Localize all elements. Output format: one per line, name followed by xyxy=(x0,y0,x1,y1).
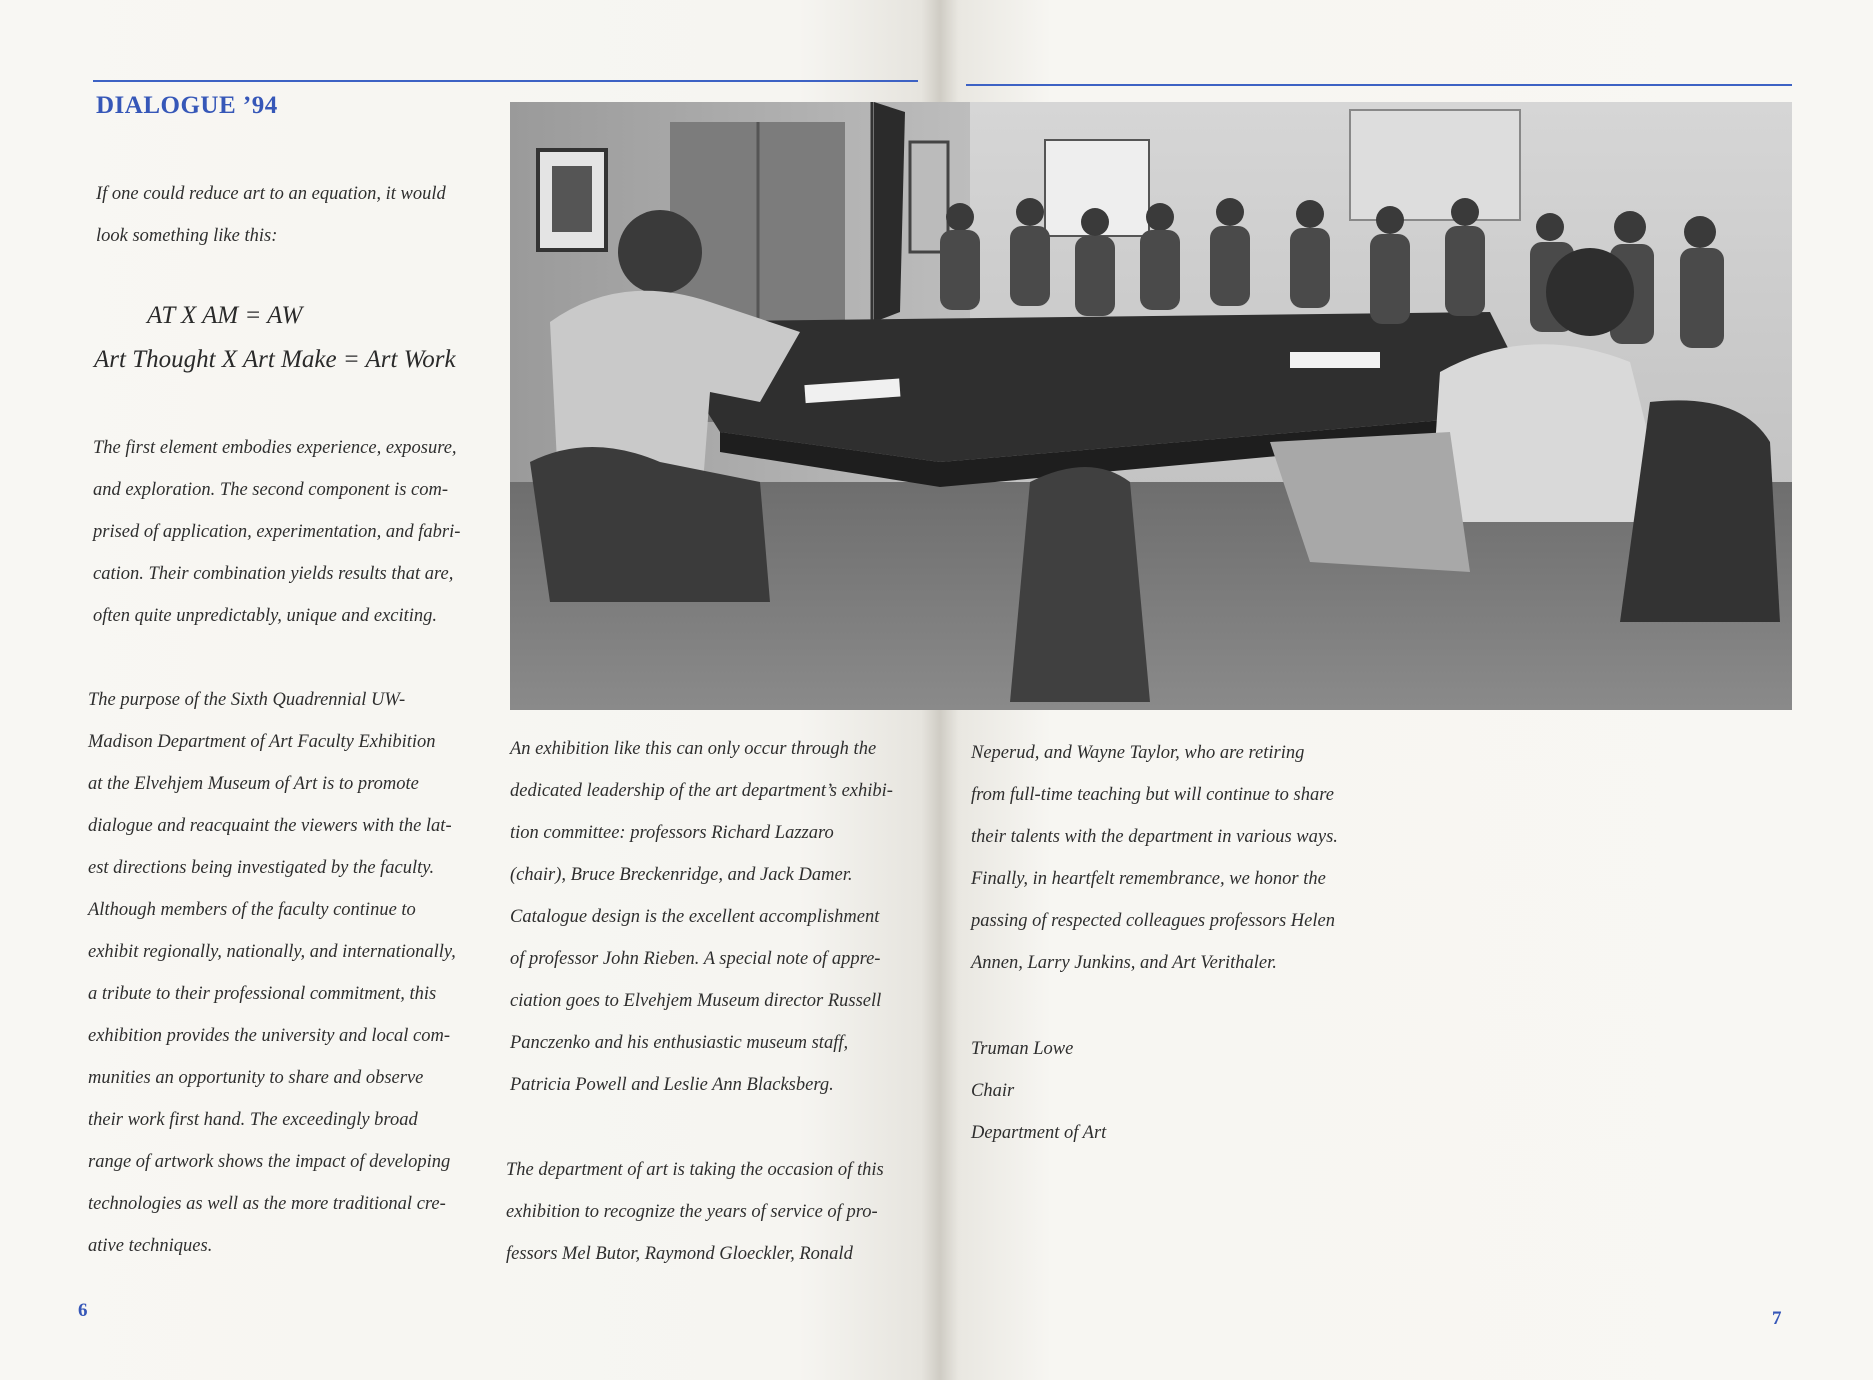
photograph-meeting-icon xyxy=(510,102,1792,710)
text-line: The first element embodies experience, exposure, xyxy=(93,438,457,458)
text-line: Annen, Larry Junkins, and Art Verithaler. xyxy=(971,953,1277,973)
text-line: exhibit regionally, nationally, and internationally, xyxy=(88,942,456,962)
text-line: prised of application, experimentation, and fabri- xyxy=(93,522,461,542)
text-line: a tribute to their professional commitment, this xyxy=(88,984,437,1004)
signature-name: Truman Lowe xyxy=(971,1039,1074,1059)
equation-long: Art Thought X Art Make = Art Work xyxy=(94,346,456,373)
text-line: their talents with the department in various ways. xyxy=(971,827,1338,847)
text-line: range of artwork shows the impact of developing xyxy=(88,1152,451,1172)
page-number-left: 6 xyxy=(78,1300,88,1321)
signature-block xyxy=(971,1028,1106,1154)
page-title: DIALOGUE ’94 xyxy=(96,92,278,119)
text-line: The purpose of the Sixth Quadrennial UW- xyxy=(88,690,406,710)
text-line: exhibition provides the university and local com- xyxy=(88,1026,451,1046)
text-line: and exploration. The second component is com- xyxy=(93,480,449,500)
paragraph-acknowledgements xyxy=(510,728,893,1106)
text-line: their work first hand. The exceedingly broad xyxy=(88,1110,418,1130)
text-line: technologies as well as the more traditional cre- xyxy=(88,1194,446,1214)
text-line: Panczenko and his enthusiastic museum staff, xyxy=(510,1033,849,1053)
text-line: munities an opportunity to share and observe xyxy=(88,1068,424,1088)
paragraph-remembrance xyxy=(971,732,1338,984)
page-number-right: 7 xyxy=(1772,1308,1782,1329)
text-line: Neperud, and Wayne Taylor, who are retiring xyxy=(971,743,1305,763)
paragraph-elements xyxy=(93,427,460,637)
text-line: at the Elvehjem Museum of Art is to promote xyxy=(88,774,419,794)
text-line: Although members of the faculty continue to xyxy=(88,900,416,920)
text-line: (chair), Bruce Breckenridge, and Jack Damer. xyxy=(510,865,853,885)
header-rule-right xyxy=(966,84,1792,86)
text-line: ative techniques. xyxy=(88,1236,213,1256)
text-line: Patricia Powell and Leslie Ann Blacksberg. xyxy=(510,1075,834,1095)
text-line: Madison Department of Art Faculty Exhibition xyxy=(88,732,436,752)
text-line: dedicated leadership of the art department’s exhibi- xyxy=(510,781,893,801)
header-rule-left xyxy=(93,80,918,82)
text-line: exhibition to recognize the years of service of pro- xyxy=(506,1202,878,1222)
text-line: cation. Their combination yields results that are, xyxy=(93,564,454,584)
signature-role: Chair xyxy=(971,1081,1015,1101)
text-line: est directions being investigated by the faculty. xyxy=(88,858,435,878)
equation-short: AT X AM = AW xyxy=(147,302,303,329)
text-line: tion committee: professors Richard Lazzaro xyxy=(510,823,834,843)
text-line: passing of respected colleagues professors Helen xyxy=(971,911,1335,931)
intro-paragraph xyxy=(96,173,446,257)
paragraph-purpose xyxy=(88,679,456,1267)
text-line: Catalogue design is the excellent accomplishment xyxy=(510,907,880,927)
text-line: of professor John Rieben. A special note of appre- xyxy=(510,949,881,969)
text-line: An exhibition like this can only occur through the xyxy=(510,739,877,759)
signature-department: Department of Art xyxy=(971,1123,1107,1143)
text-line: from full-time teaching but will continue to share xyxy=(971,785,1334,805)
text-line: The department of art is taking the occasion of this xyxy=(506,1160,884,1180)
meeting-photograph xyxy=(510,102,1792,710)
text-line: ciation goes to Elvehjem Museum director Russell xyxy=(510,991,882,1011)
paragraph-retirements xyxy=(506,1149,884,1275)
text-line: dialogue and reacquaint the viewers with the lat- xyxy=(88,816,452,836)
text-line: fessors Mel Butor, Raymond Gloeckler, Ronald xyxy=(506,1244,853,1264)
text-line: Finally, in heartfelt remembrance, we honor the xyxy=(971,869,1326,889)
intro-line: If one could reduce art to an equation, it would xyxy=(96,184,446,204)
intro-line: look something like this: xyxy=(96,226,278,246)
text-line: often quite unpredictably, unique and exciting. xyxy=(93,606,438,626)
